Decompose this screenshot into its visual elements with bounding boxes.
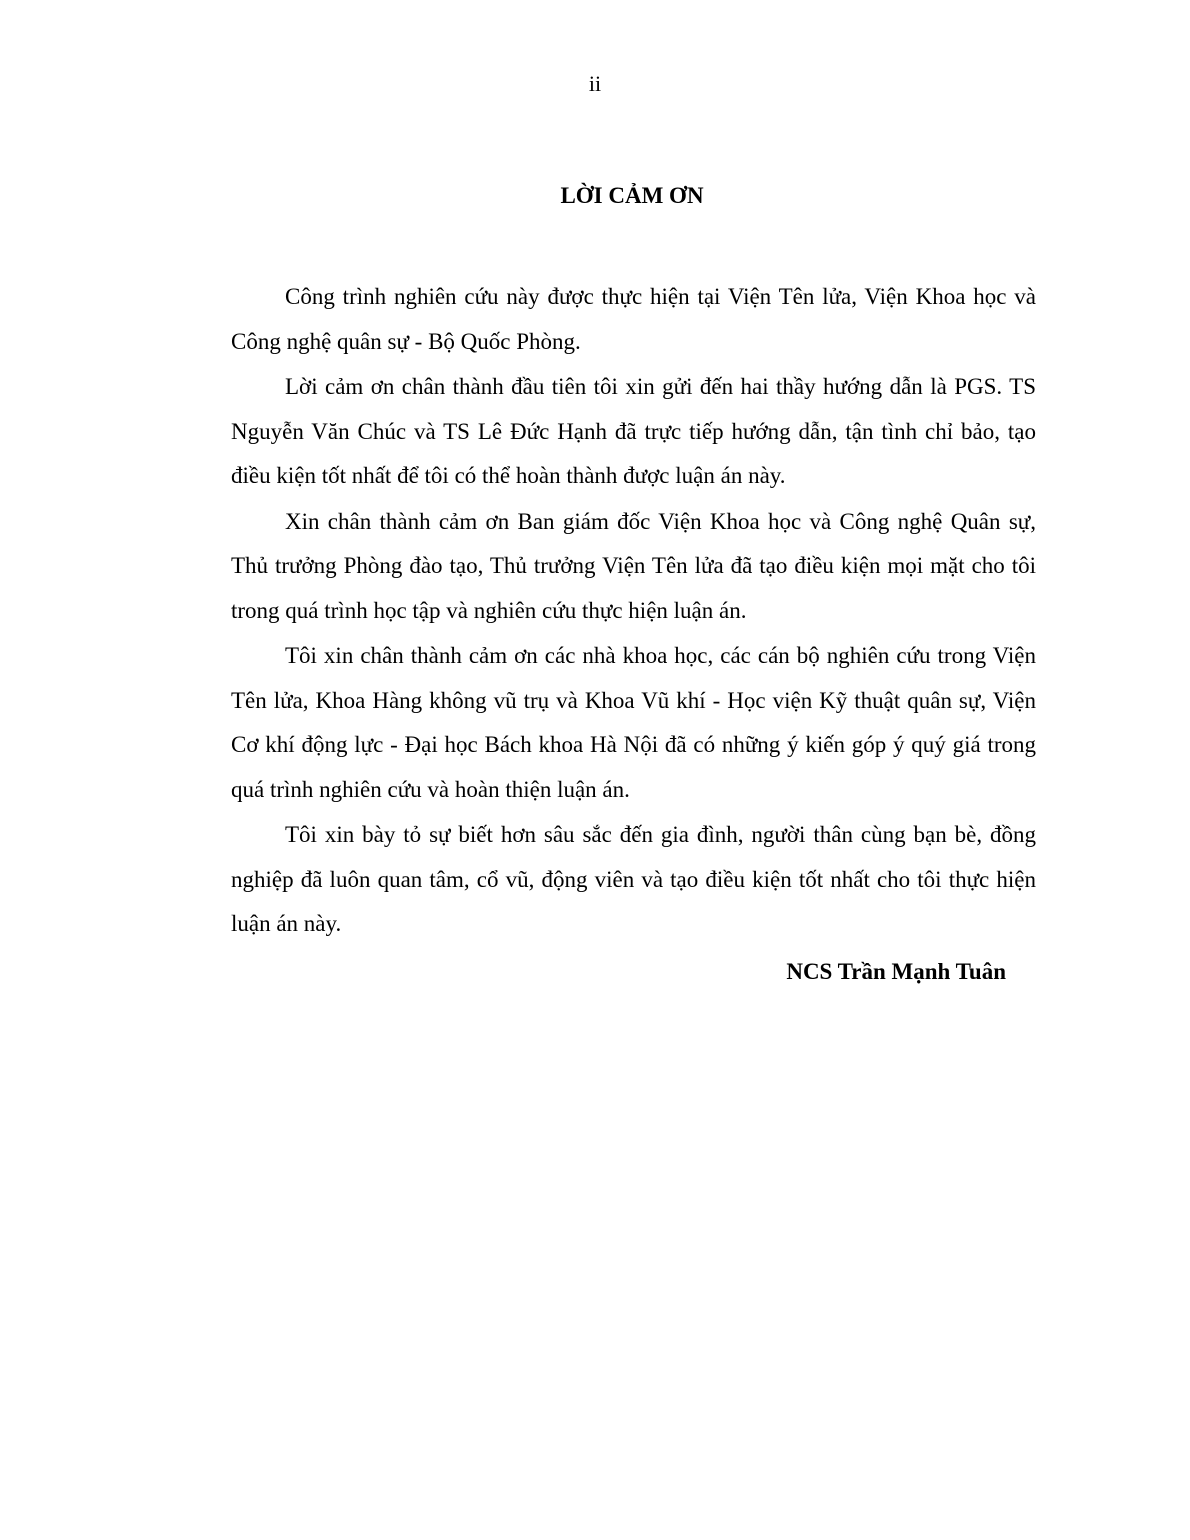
author-signature: NCS Trần Mạnh Tuân	[786, 959, 1006, 984]
paragraph-2: Lời cảm ơn chân thành đầu tiên tôi xin gửi đến hai thầy hướng dẫn là PGS. TS Nguyễn Văn Chúc và TS Lê Đức Hạnh đã trực tiếp hướng dẫn, tận tình chỉ bảo, tạo điều kiện tốt nhất để tôi có thể hoàn thành được luận án này.	[231, 374, 1036, 488]
paragraph-4: Tôi xin chân thành cảm ơn các nhà khoa học, các cán bộ nghiên cứu trong Viện Tên lửa, Khoa Hàng không vũ trụ và Khoa Vũ khí - Học viện Kỹ thuật quân sự, Viện Cơ khí động lực - Đại học Bách khoa Hà Nội đã có những ý kiến góp ý quý giá trong quá trình nghiên cứu và hoàn thiện luận án.	[231, 643, 1036, 802]
paragraph-3: Xin chân thành cảm ơn Ban giám đốc Viện Khoa học và Công nghệ Quân sự, Thủ trưởng Phòng đào tạo, Thủ trưởng Viện Tên lửa đã tạo điều kiện mọi mặt cho tôi trong quá trình học tập và nghiên cứu thực hiện luận án.	[231, 508, 1036, 623]
page-title: LỜI CẢM ƠN	[560, 183, 704, 208]
paragraph-5: Tôi xin bày tỏ sự biết hơn sâu sắc đến gia đình, người thân cùng bạn bè, đồng nghiệp đã luôn quan tâm, cổ vũ, động viên và tạo điều kiện tốt nhất cho tôi thực hiện luận án này.	[231, 822, 1036, 936]
paragraph-1: Công trình nghiên cứu này được thực hiện tại Viện Tên lửa, Viện Khoa học và Công nghệ quân sự - Bộ Quốc Phòng.	[231, 284, 1036, 354]
acknowledgement-body	[231, 275, 1036, 948]
page-number: ii	[588, 71, 602, 96]
